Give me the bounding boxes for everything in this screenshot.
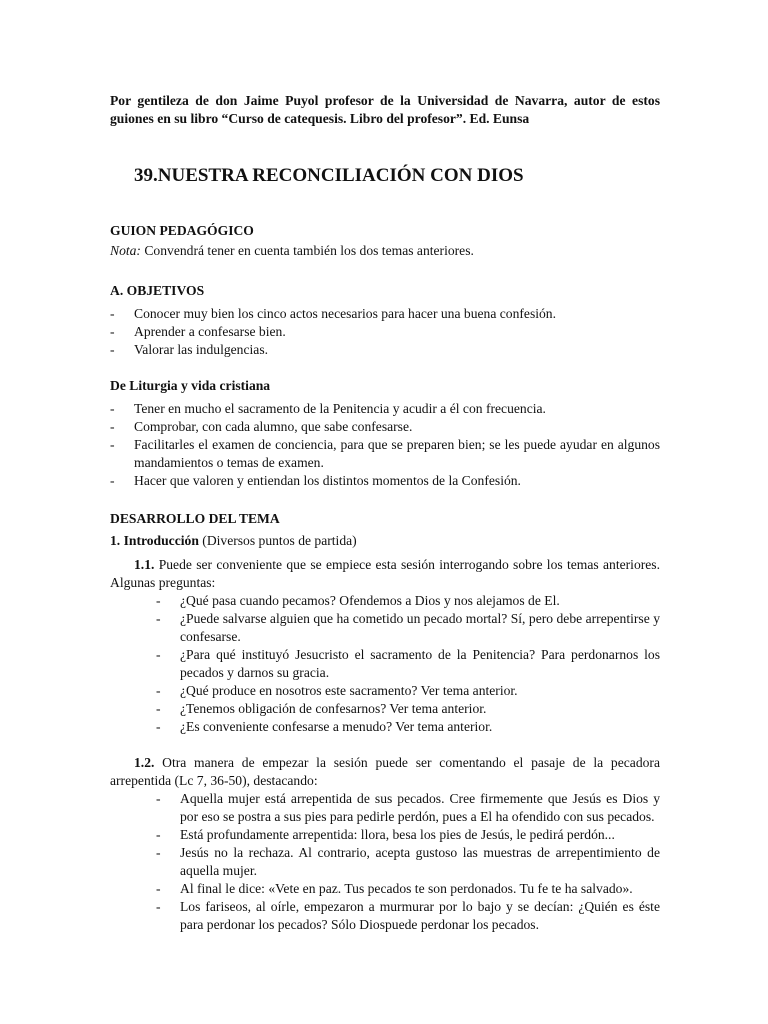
list-item: - Conocer muy bien los cinco actos necesarios para hacer una buena confesión. (110, 305, 660, 323)
list-item: - Aquella mujer está arrepentida de sus pecados. Cree firmemente que Jesús es Dios y por eso se postra a sus pies para pedirle perdón, pues a El ha ofendido con sus pecados. (110, 790, 660, 826)
desarrollo-heading: DESARROLLO DEL TEMA (110, 511, 280, 526)
paragraph-1-1-label: 1.1. (134, 557, 155, 572)
list-item: - ¿Tenemos obligación de confesarnos? Ver tema anterior. (110, 700, 660, 718)
list-item: - Valorar las indulgencias. (110, 341, 660, 359)
objetivos-heading: A. OBJETIVOS (110, 283, 205, 298)
attribution-paragraph: Por gentileza de don Jaime Puyol profesor de la Universidad de Navarra, autor de estos guiones en su libro “Curso de catequesis. Libro del profesor”. Ed. Eunsa (110, 93, 660, 126)
list-item: - ¿Para qué instituyó Jesucristo el sacramento de la Penitencia? Para perdonarnos los pecados y darnos su gracia. (110, 646, 660, 682)
nota-line (110, 242, 660, 260)
list-item: - Tener en mucho el sacramento de la Penitencia y acudir a él con frecuencia. (110, 400, 660, 418)
list-item: - Jesús no la rechaza. Al contrario, acepta gustoso las muestras de arrepentimiento de aquella mujer. (110, 844, 660, 880)
list-item: - ¿Es conveniente confesarse a menudo? Ver tema anterior. (110, 718, 660, 736)
paragraph-1-2-text: Otra manera de empezar la sesión puede ser comentando el pasaje de la pecadora arrepentida (Lc 7, 36-50), destacando: (110, 755, 660, 788)
objetivos-section (110, 282, 660, 359)
introduccion-rest: (Diversos puntos de partida) (198, 533, 357, 548)
liturgia-list (110, 400, 660, 490)
questions-list (110, 592, 660, 736)
list-item: - Facilitarles el examen de conciencia, para que se preparen bien; se les puede ayudar en algunos mandamientos o temas de examen. (110, 436, 660, 472)
list-item: - ¿Qué pasa cuando pecamos? Ofendemos a Dios y nos alejamos de El. (110, 592, 660, 610)
nota-label: Nota: (110, 243, 141, 258)
paragraph-1-1-text: Puede ser conveniente que se empiece esta sesión interrogando sobre los temas anteriores. Algunas preguntas: (110, 557, 660, 590)
paragraph-1-1 (110, 556, 660, 592)
liturgia-heading: De Liturgia y vida cristiana (110, 378, 271, 393)
guion-heading: GUION PEDAGÓGICO (110, 223, 254, 238)
list-item: - Hacer que valoren y entiendan los distintos momentos de la Confesión. (110, 472, 660, 490)
list-item: - Aprender a confesarse bien. (110, 323, 660, 341)
desarrollo-section (110, 510, 660, 934)
introduccion-label: 1. Introducción (110, 533, 199, 548)
list-item: - Los fariseos, al oírle, empezaron a murmurar por lo bajo y se decían: ¿Quién es éste para perdonar los pecados? Sólo Diospuede perdonar los pecados. (110, 898, 660, 934)
guion-section (110, 222, 660, 260)
list-item: - Está profundamente arrepentida: llora, besa los pies de Jesús, le pedirá perdón... (110, 826, 660, 844)
introduccion-line (110, 532, 660, 550)
list-item: - ¿Qué produce en nosotros este sacramento? Ver tema anterior. (110, 682, 660, 700)
nota-text: Convendrá tener en cuenta también los dos temas anteriores. (140, 243, 474, 258)
list-item: - Comprobar, con cada alumno, que sabe confesarse. (110, 418, 660, 436)
objetivos-list (110, 305, 660, 359)
paragraph-1-2 (110, 754, 660, 790)
pecadora-list (110, 790, 660, 934)
list-item: - Al final le dice: «Vete en paz. Tus pecados te son perdonados. Tu fe te ha salvado». (110, 880, 660, 898)
page-title: 39.NUESTRA RECONCILIACIÓN CON DIOS (134, 165, 524, 186)
liturgia-section (110, 377, 660, 490)
paragraph-1-2-label: 1.2. (134, 755, 155, 770)
list-item: - ¿Puede salvarse alguien que ha cometido un pecado mortal? Sí, pero debe arrepentirse y confesarse. (110, 610, 660, 646)
